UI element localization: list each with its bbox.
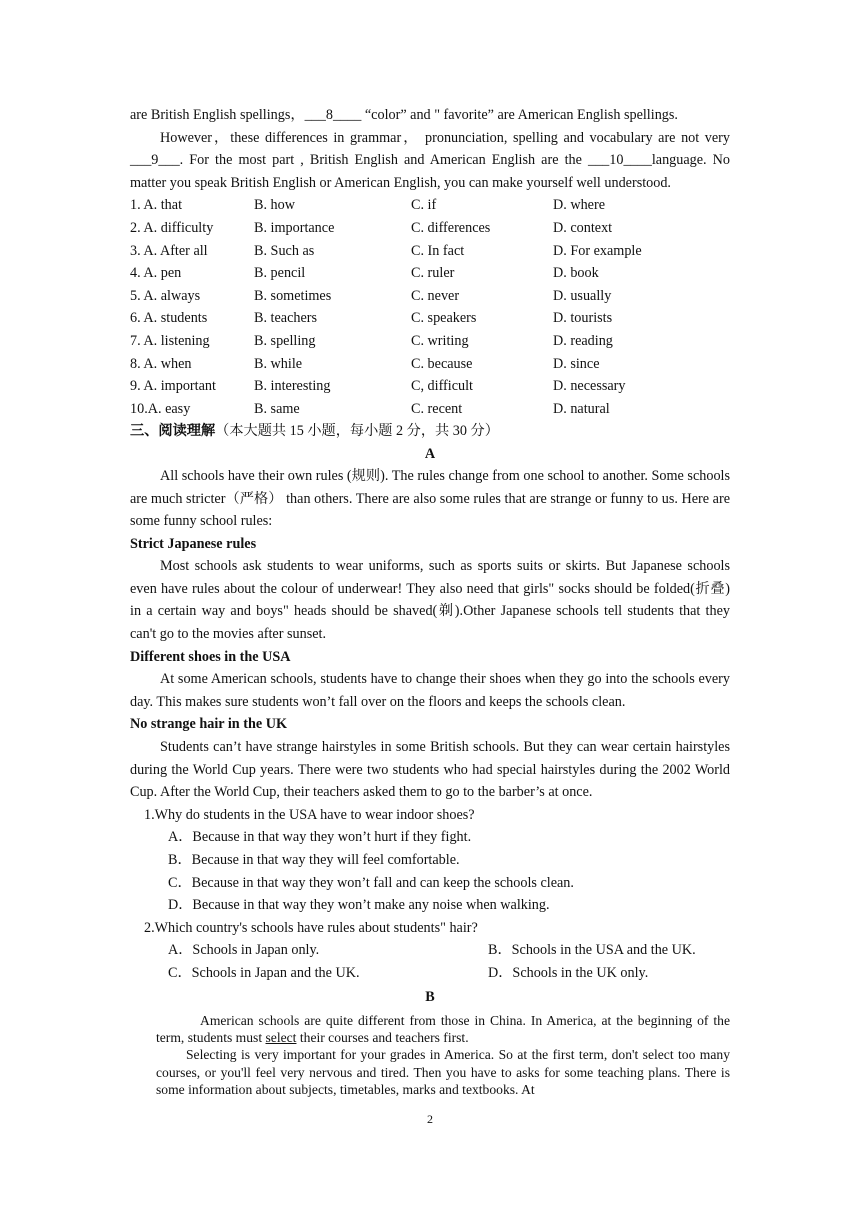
option: C. ruler xyxy=(411,265,455,282)
option: C. writing xyxy=(411,332,469,349)
passage-b-paragraph-2: Selecting is very important for your grades in America. So at the first term, don't select too many courses, or you'll feel very nervous and tired. Then you have to asks for some teaching plans. There is some information about subjects, timetables, marks and textbooks. At xyxy=(156,1047,730,1098)
option: D. where xyxy=(553,197,605,214)
option-row xyxy=(130,285,730,308)
blank-10: ___10____ xyxy=(587,152,652,169)
question-2: 2.Which country's schools have rules about students" hair? xyxy=(144,919,478,936)
blank-8: ___8____ xyxy=(304,107,362,123)
option: D. context xyxy=(553,219,613,236)
text: language. No matter you speak British English or American English, you can make yourself well understood. xyxy=(130,152,730,191)
option: 2. A. difficulty xyxy=(130,219,214,236)
option: D. usually xyxy=(553,287,612,304)
option: D. reading xyxy=(553,332,613,349)
text: . For the most part , British English and American English are the xyxy=(179,152,588,169)
option-row xyxy=(130,375,730,398)
question-1-option: D．Because in that way they won’t make any noise when walking. xyxy=(168,897,550,914)
question-1-option: A．Because in that way they won’t hurt if they fight. xyxy=(168,829,472,846)
passage-b-paragraph-1 xyxy=(156,1012,730,1047)
option: B. how xyxy=(254,197,295,214)
question-1-option: B．Because in that way they will feel comfortable. xyxy=(168,852,460,868)
option: B. interesting xyxy=(254,378,331,395)
option: 3. A. After all xyxy=(130,242,208,259)
option: 1. A. that xyxy=(130,197,183,214)
option: C. In fact xyxy=(411,242,465,259)
section-note: （本大题共 15 小题，每小题 2 分，共 30 分） xyxy=(215,423,499,440)
option-row xyxy=(130,262,730,285)
option: C. differences xyxy=(411,219,491,236)
question-2-options-row xyxy=(130,939,730,962)
option: D. tourists xyxy=(553,310,613,327)
option: C. recent xyxy=(411,400,463,417)
option: C. speakers xyxy=(411,310,477,327)
underlined-word: select xyxy=(265,1029,297,1045)
option-row xyxy=(130,330,730,353)
option: 7. A. listening xyxy=(130,332,210,349)
option: D. since xyxy=(553,355,600,372)
cloze-line xyxy=(130,104,730,127)
option-row xyxy=(130,353,730,376)
option: B. while xyxy=(254,355,303,372)
passage-b-label: B xyxy=(425,988,435,1005)
passage-a-heading-3: No strange hair in the UK xyxy=(130,716,287,733)
option: B. pencil xyxy=(254,265,306,282)
question-2-option: B．Schools in the USA and the UK. xyxy=(488,942,696,959)
option-row xyxy=(130,240,730,263)
text: However，these differences in grammar， pronunciation, spelling and vocabulary are not very xyxy=(160,129,730,146)
option: B. sometimes xyxy=(254,287,332,304)
section-heading xyxy=(130,420,730,443)
option: C. never xyxy=(411,287,460,304)
option: D. natural xyxy=(553,400,610,417)
option: B. same xyxy=(254,400,300,417)
passage-a-intro: All schools have their own rules (规则). The rules change from one school to another. Some schools are much stricter（严格） than others. There are also some rules that are strange or funny to us. Here are some funny school rules: xyxy=(130,467,730,530)
question-2-options-row xyxy=(130,962,730,985)
blank-9: ___9___ xyxy=(130,152,180,169)
cloze-options xyxy=(130,194,730,420)
passage-a-paragraph-2: At some American schools, students have to change their shoes when they go into the schools every day. This makes sure students won’t fall over on the floors and keeps the schools clean. xyxy=(130,671,730,710)
option-row xyxy=(130,307,730,330)
passage-a-paragraph-3: Students can’t have strange hairstyles in some British schools. But they can wear certain hairstyles during the World Cup years. There were two students who had special hairstyles during the 2002 World Cup. After the World Cup, their teachers asked them to go to the barber’s at once. xyxy=(130,739,730,801)
option-row xyxy=(130,398,730,421)
passage-b-body xyxy=(156,1012,730,1099)
option: D. book xyxy=(553,265,599,282)
passage-a-heading-1: Strict Japanese rules xyxy=(130,535,257,552)
passage-a-heading-2: Different shoes in the USA xyxy=(130,648,291,665)
cloze-paragraph xyxy=(130,127,730,195)
option: 8. A. when xyxy=(130,355,192,372)
page-number: 2 xyxy=(427,1112,433,1126)
question-1: 1.Why do students in the USA have to wear indoor shoes? xyxy=(144,806,475,823)
option: 10.A. easy xyxy=(130,400,191,417)
option: 5. A. always xyxy=(130,287,201,304)
question-2-option: C．Schools in Japan and the UK. xyxy=(168,964,360,981)
option: C, difficult xyxy=(411,378,474,395)
text: their courses and teachers first. xyxy=(296,1029,469,1045)
option-row xyxy=(130,194,730,217)
option-row xyxy=(130,217,730,240)
option: C. because xyxy=(411,355,473,372)
option: C. if xyxy=(411,197,437,214)
text: American schools are quite different from those in China. In America, at the beginning of the term, students must xyxy=(156,1012,730,1045)
passage-a-paragraph-1: Most schools ask students to wear uniforms, such as sports suits or skirts. But Japanese schools even have rules about the colour of underwear! They also need that girls" socks should be folded(折叠) in a certain way and boys" heads should be shaved(剃).Other Japanese schools tell students that they can't go to the movies after sunset. xyxy=(130,558,730,643)
text: are British English spellings， xyxy=(130,107,305,123)
option: B. Such as xyxy=(254,242,315,259)
question-1-option: C．Because in that way they won’t fall and can keep the schools clean. xyxy=(168,874,574,891)
option: B. spelling xyxy=(254,332,316,349)
section-title: 三、阅读理解 xyxy=(130,423,216,440)
document-page xyxy=(130,104,730,1099)
question-2-option: A．Schools in Japan only. xyxy=(168,942,320,959)
option: D. necessary xyxy=(553,378,626,395)
option: B. teachers xyxy=(254,310,318,327)
option: D. For example xyxy=(553,242,642,259)
option: 4. A. pen xyxy=(130,265,182,282)
text: “color” and " favorite” are American English spellings. xyxy=(361,107,678,123)
option: 9. A. important xyxy=(130,378,216,395)
question-2-option: D．Schools in the UK only. xyxy=(488,964,649,981)
option: 6. A. students xyxy=(130,310,208,327)
passage-a-label: A xyxy=(424,445,436,462)
option: B. importance xyxy=(254,219,335,236)
